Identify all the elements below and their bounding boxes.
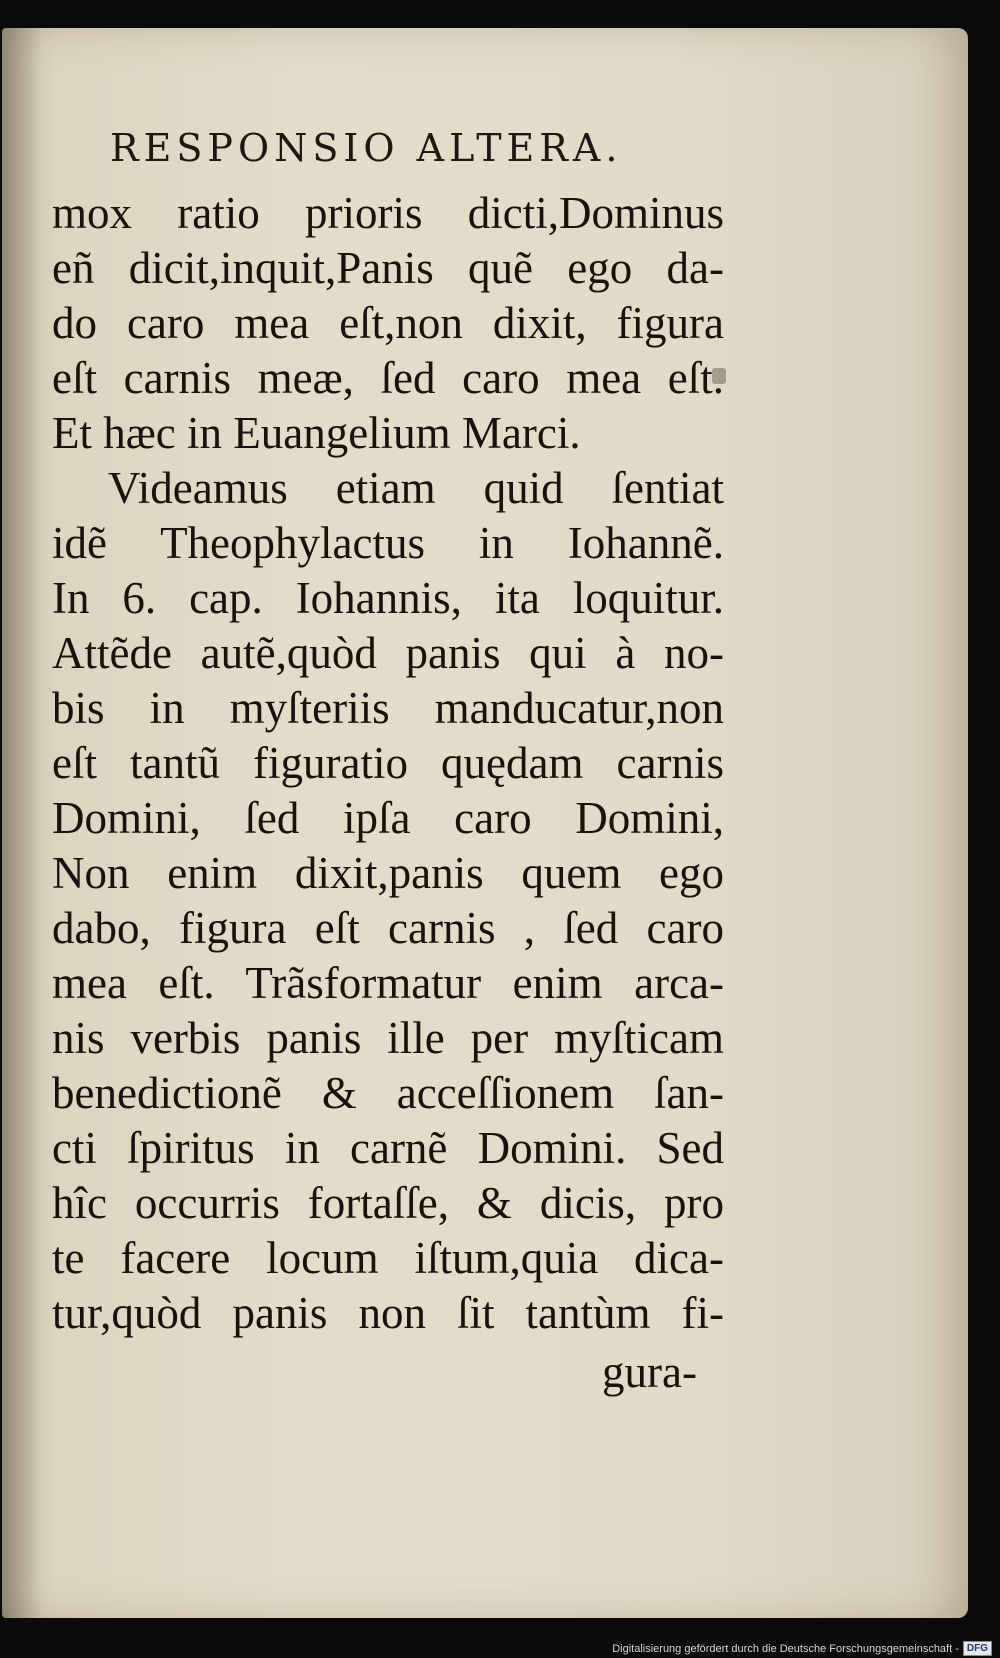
text-line-2: eñ dicit,inquit,Panis quẽ ego da- [52, 243, 724, 293]
text-line-21: tur,quòd panis non ſit tantùm fi- [52, 1288, 724, 1338]
running-head: RESPONSIO ALTERA. [110, 126, 623, 170]
dfg-logo-icon: DFG [963, 1641, 992, 1656]
catchword: gura- [602, 1347, 697, 1397]
text-line-4: eſt carnis meæ, ſed caro mea eſt. [52, 353, 724, 403]
text-line-7: idẽ Theophylactus in Iohannẽ. [52, 518, 724, 568]
spine-shadow [2, 28, 42, 1618]
digitization-credit [612, 1641, 992, 1656]
text-line-17: benedictionẽ & acceſſionem ſan- [52, 1068, 724, 1118]
text-line-20: te facere locum iſtum,quia dica- [52, 1233, 724, 1283]
text-block [52, 186, 724, 1341]
text-line-3: do caro mea eſt,non dixit, figura [52, 298, 724, 348]
text-line-13: Non enim dixit,panis quem ego [52, 848, 724, 898]
text-line-6: Videamus etiam quid ſentiat [108, 463, 724, 513]
text-line-11: eſt tantũ figuratio quędam carnis [52, 738, 724, 788]
text-line-19: hîc occurris fortaſſe, & dicis, pro [52, 1178, 724, 1228]
text-line-14: dabo, figura eſt carnis , ſed caro [52, 903, 724, 953]
credit-text: Digitalisierung gefördert durch die Deutsche Forschungsgemeinschaft - [612, 1642, 959, 1655]
paper-stain [712, 368, 726, 384]
text-line-1: mox ratio prioris dicti,Dominus [52, 188, 724, 238]
text-line-18: cti ſpiritus in carnẽ Domini. Sed [52, 1123, 724, 1173]
text-line-5: Et hæc in Euangelium Marci. [52, 408, 581, 458]
text-line-10: bis in myſteriis manducatur,non [52, 683, 724, 733]
book-page [2, 28, 968, 1618]
text-line-8: In 6. cap. Iohannis, ita loquitur. [52, 573, 724, 623]
text-line-12: Domini, ſed ipſa caro Domini, [52, 793, 724, 843]
text-line-15: mea eſt. Trãsformatur enim arca- [52, 958, 724, 1008]
text-line-16: nis verbis panis ille per myſticam [52, 1013, 724, 1063]
text-line-9: Attẽde autẽ,quòd panis qui à no- [52, 628, 724, 678]
